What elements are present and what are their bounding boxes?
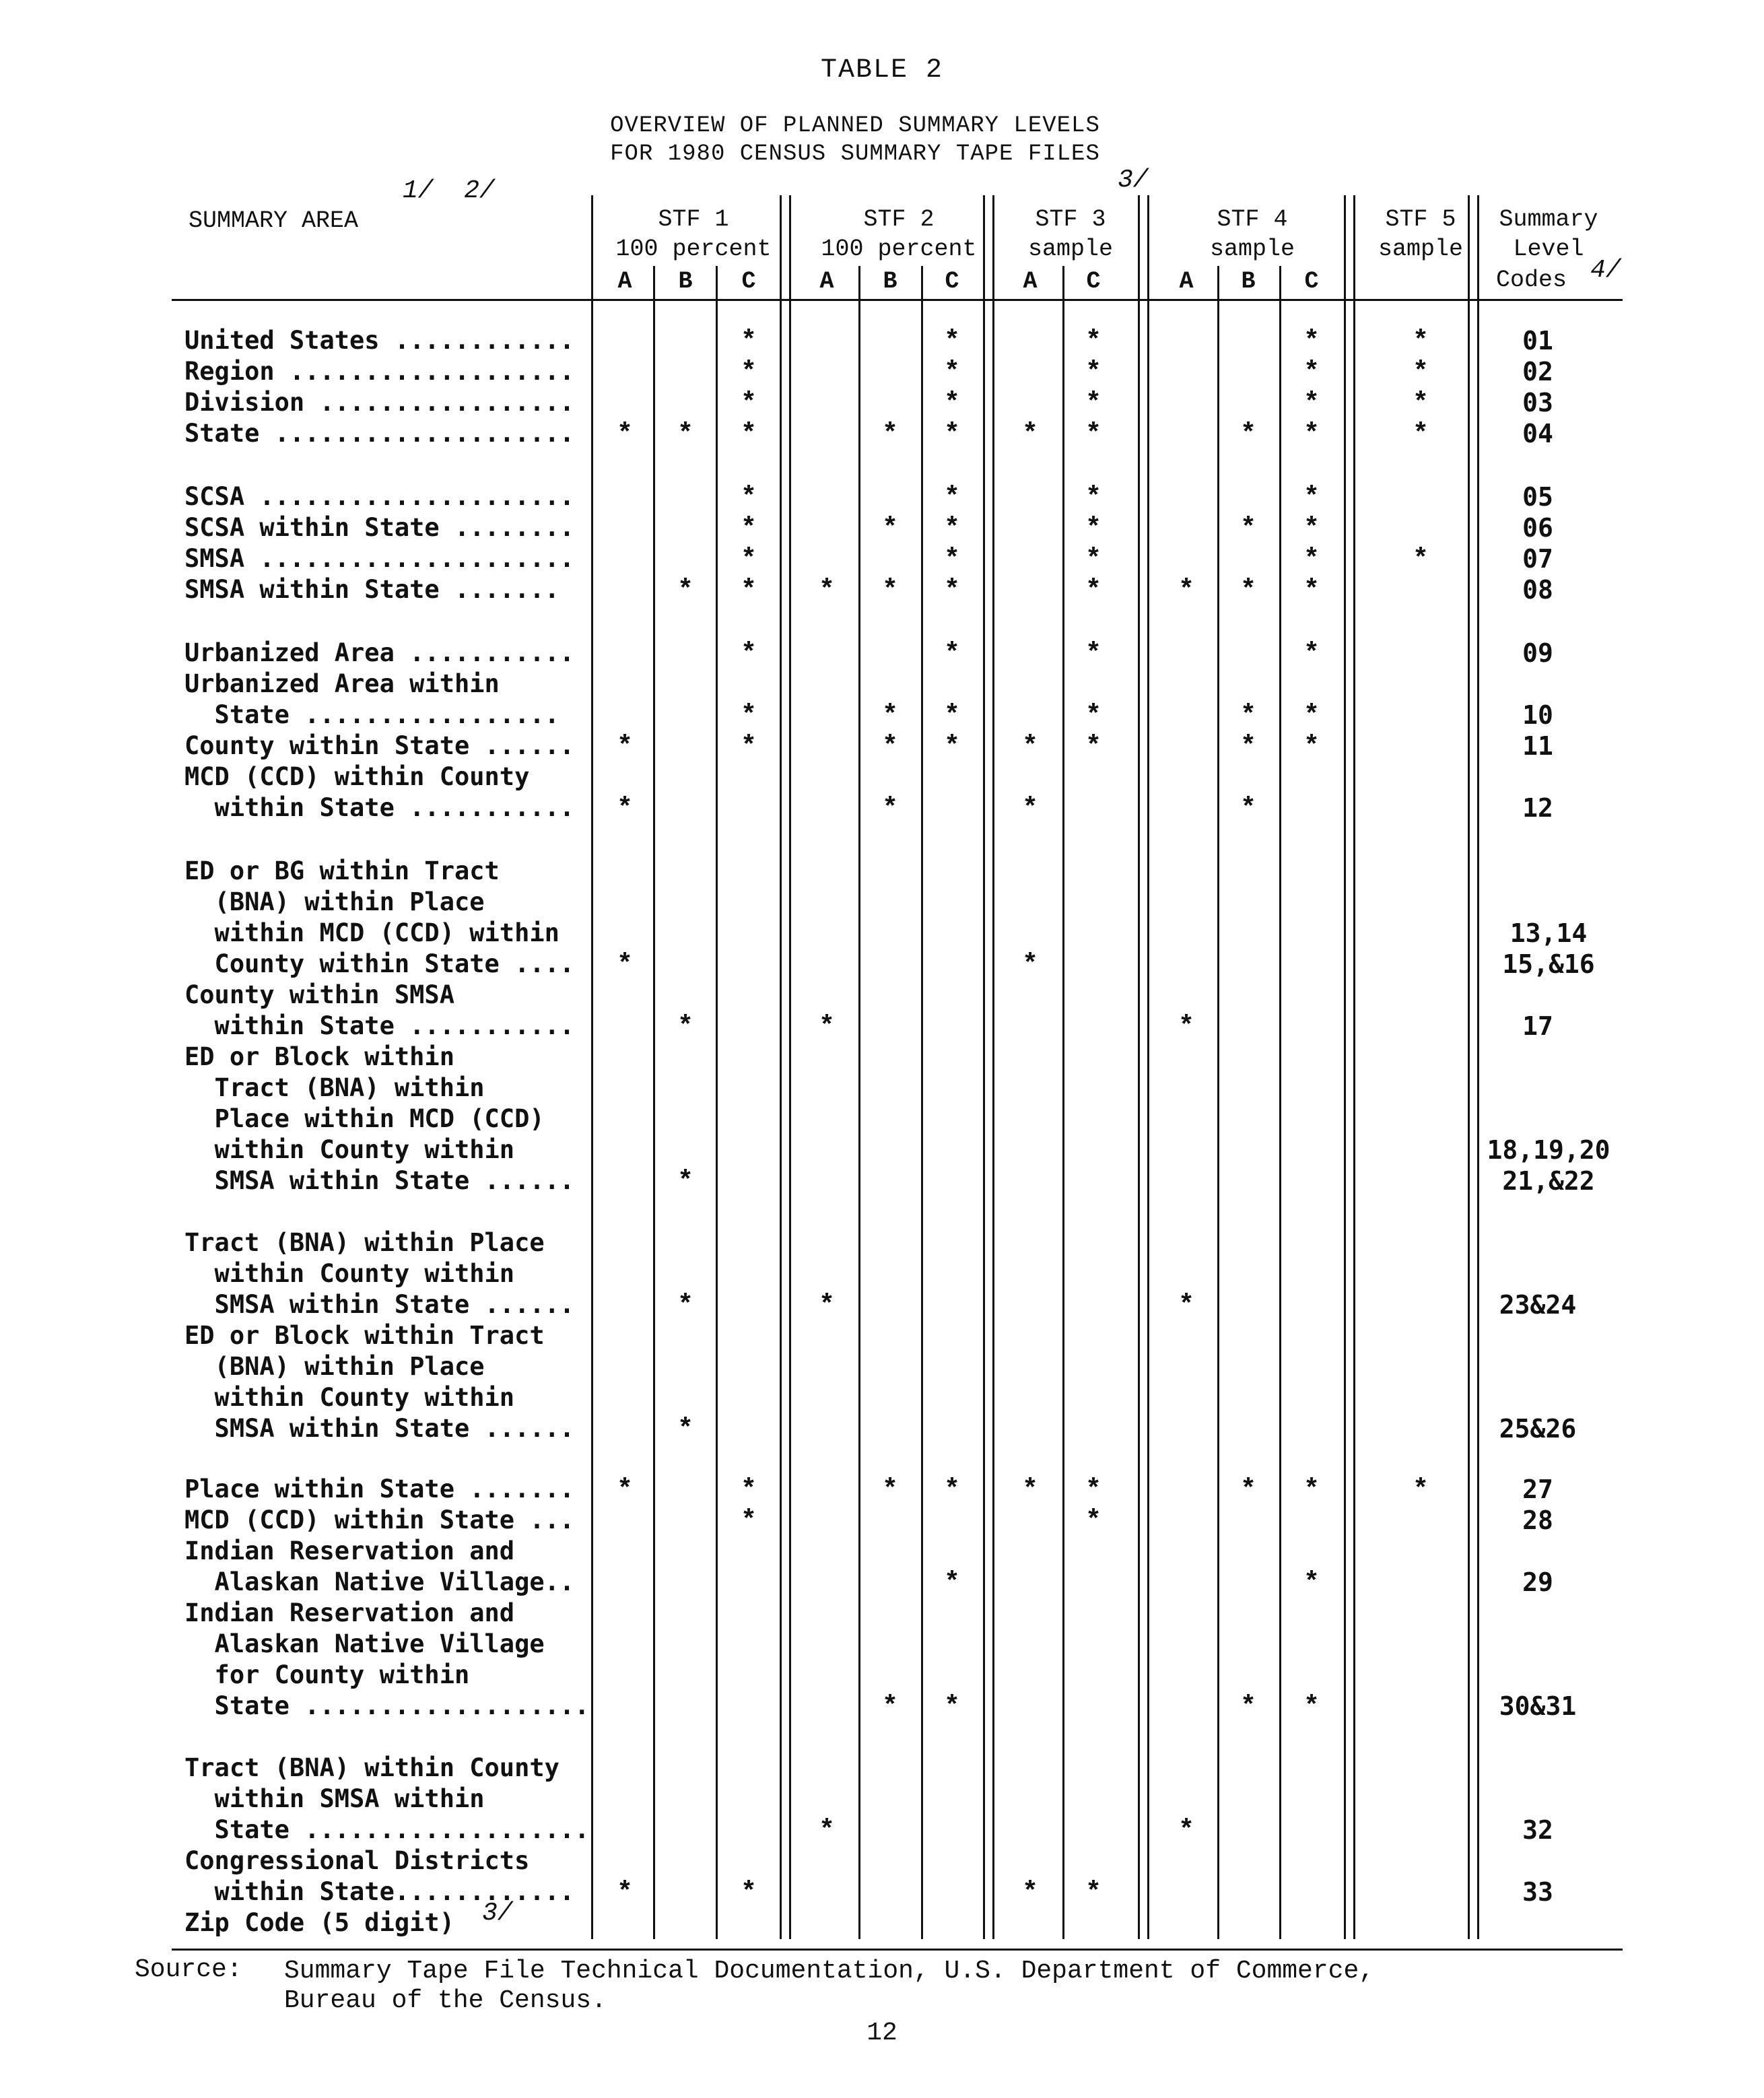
summary-level-code: 13,14 xyxy=(1509,918,1588,948)
row-label-line: County within SMSA xyxy=(184,980,454,1009)
summary-level-mark: * xyxy=(616,1475,634,1505)
row-label-line: SCSA ..................... xyxy=(184,482,575,511)
row-label-line: MCD (CCD) within State ... xyxy=(184,1505,575,1534)
summary-level-code: 12 xyxy=(1522,793,1553,823)
summary-level-mark: * xyxy=(740,576,757,606)
summary-level-mark: * xyxy=(818,1816,836,1846)
summary-level-mark: * xyxy=(740,358,757,388)
summary-level-mark: * xyxy=(740,483,757,513)
summary-level-code: 11 xyxy=(1522,731,1553,761)
row-label-line: Zip Code (5 digit) xyxy=(184,1908,454,1937)
row-label-line: Tract (BNA) within Place xyxy=(184,1228,545,1257)
summary-level-mark: * xyxy=(740,1878,757,1908)
column-divider xyxy=(780,195,782,1939)
summary-level-mark: * xyxy=(677,419,694,450)
summary-level-mark: * xyxy=(1240,419,1257,450)
stf3-name: STF 3 xyxy=(1035,206,1106,233)
stf3-footnote: 3/ xyxy=(1118,166,1149,195)
row-label-line: (BNA) within Place xyxy=(184,1352,485,1381)
column-divider xyxy=(858,266,860,1939)
summary-level-code: 07 xyxy=(1522,544,1553,574)
column-divider xyxy=(983,195,985,1939)
summary-level-mark: * xyxy=(1085,327,1102,357)
row-label-line: within State ........... xyxy=(184,793,575,822)
summary-level-mark: * xyxy=(740,388,757,419)
summary-level-mark: * xyxy=(1303,327,1320,357)
summary-level-mark: * xyxy=(1303,576,1320,606)
code-header-line-1: Summary xyxy=(1499,206,1598,233)
row-label-line: State ................. xyxy=(184,700,559,729)
summary-level-mark: * xyxy=(740,419,757,450)
row-label-line: Place within MCD (CCD) xyxy=(184,1104,545,1133)
summary-level-mark: * xyxy=(943,483,961,513)
summary-level-mark: * xyxy=(1085,576,1102,606)
summary-level-mark: * xyxy=(1303,1475,1320,1505)
summary-level-code: 08 xyxy=(1522,575,1553,605)
row-label-line: ED or Block within Tract xyxy=(184,1321,545,1350)
stf1-col-c: C xyxy=(741,268,756,295)
summary-level-mark: * xyxy=(1021,1475,1039,1505)
summary-level-mark: * xyxy=(677,1291,694,1321)
row-label-line: Region ................... xyxy=(184,357,575,386)
row-label-line: County within State .... xyxy=(184,949,575,978)
summary-level-mark: * xyxy=(1412,327,1429,357)
summary-level-mark: * xyxy=(616,419,634,450)
summary-level-code: 33 xyxy=(1522,1877,1553,1907)
summary-level-mark: * xyxy=(740,1475,757,1505)
column-divider xyxy=(1217,266,1219,1939)
column-divider xyxy=(1353,195,1355,1939)
row-label-line: Tract (BNA) within County xyxy=(184,1753,559,1782)
summary-level-mark: * xyxy=(616,1878,634,1908)
row-label-line: Place within State ....... xyxy=(184,1475,575,1503)
stf1-col-b: B xyxy=(678,268,693,295)
summary-level-mark: * xyxy=(881,794,899,824)
summary-level-mark: * xyxy=(943,1475,961,1505)
summary-level-mark: * xyxy=(1085,1878,1102,1908)
table-subtitle-line-2: FOR 1980 CENSUS SUMMARY TAPE FILES xyxy=(610,141,1100,167)
column-divider xyxy=(716,266,718,1939)
column-divider xyxy=(1468,195,1470,1939)
column-divider xyxy=(653,266,655,1939)
summary-level-mark: * xyxy=(1412,419,1429,450)
summary-level-code: 05 xyxy=(1522,482,1553,512)
column-divider xyxy=(789,195,791,1939)
summary-level-mark: * xyxy=(740,514,757,544)
row-label-line: Indian Reservation and xyxy=(184,1536,515,1565)
summary-level-mark: * xyxy=(1303,732,1320,762)
row-label-line: Urbanized Area ........... xyxy=(184,638,575,667)
row-label-line: MCD (CCD) within County xyxy=(184,762,530,791)
row-label-line: State ................... xyxy=(184,1691,590,1720)
summary-level-mark: * xyxy=(1240,514,1257,544)
row-label-line: Congressional Districts xyxy=(184,1846,530,1875)
stf4-name: STF 4 xyxy=(1217,206,1288,233)
summary-level-mark: * xyxy=(1303,419,1320,450)
stf3-col-a: A xyxy=(1023,268,1038,295)
stf4-col-b: B xyxy=(1241,268,1256,295)
summary-level-mark: * xyxy=(1085,358,1102,388)
stf5-sub: sample xyxy=(1378,236,1464,263)
summary-level-mark: * xyxy=(740,732,757,762)
summary-level-mark: * xyxy=(677,1012,694,1042)
summary-level-mark: * xyxy=(943,358,961,388)
summary-level-mark: * xyxy=(1085,545,1102,575)
row-label-line: within County within xyxy=(184,1135,515,1164)
row-label-line: Urbanized Area within xyxy=(184,669,500,698)
column-divider xyxy=(1147,195,1149,1939)
column-divider xyxy=(921,266,923,1939)
summary-level-code: 28 xyxy=(1522,1505,1553,1535)
summary-level-mark: * xyxy=(1021,1878,1039,1908)
summary-level-mark: * xyxy=(818,1291,836,1321)
summary-level-code: 02 xyxy=(1522,357,1553,386)
row-label-line: Division ................. xyxy=(184,388,575,417)
summary-level-mark: * xyxy=(740,1506,757,1536)
row-label-line: within State............ xyxy=(184,1877,575,1906)
row-label-line: within County within xyxy=(184,1383,515,1412)
stf1-sub: 100 percent xyxy=(615,236,772,263)
summary-level-mark: * xyxy=(943,419,961,450)
summary-level-mark: * xyxy=(943,388,961,419)
stf3-col-c: C xyxy=(1086,268,1101,295)
stf1-col-a: A xyxy=(617,268,632,295)
summary-level-code: 21,&22 xyxy=(1502,1166,1595,1196)
summary-level-mark: * xyxy=(1303,514,1320,544)
row-label-line: SCSA within State ........ xyxy=(184,513,575,542)
summary-level-mark: * xyxy=(1303,358,1320,388)
row-label-line: (BNA) within Place xyxy=(184,887,485,916)
column-divider xyxy=(1477,195,1479,1939)
summary-level-code: 32 xyxy=(1522,1815,1553,1845)
column-divider xyxy=(591,195,593,1939)
summary-level-mark: * xyxy=(740,327,757,357)
row-label-line: United States ............ xyxy=(184,326,575,355)
summary-level-mark: * xyxy=(1085,1475,1102,1505)
summary-level-mark: * xyxy=(1303,483,1320,513)
summary-level-mark: * xyxy=(677,1415,694,1445)
summary-level-mark: * xyxy=(616,950,634,980)
stf2-col-a: A xyxy=(819,268,834,295)
summary-level-code: 25&26 xyxy=(1499,1414,1577,1444)
row-label-line: SMSA within State ....... xyxy=(184,575,559,604)
summary-level-mark: * xyxy=(1085,483,1102,513)
summary-level-code: 06 xyxy=(1522,513,1553,543)
row-label-line: State ................... xyxy=(184,1815,590,1844)
summary-level-mark: * xyxy=(1021,419,1039,450)
stf2-col-b: B xyxy=(883,268,897,295)
table-subtitle-line-1: OVERVIEW OF PLANNED SUMMARY LEVELS xyxy=(610,113,1100,139)
summary-level-mark: * xyxy=(1412,388,1429,419)
summary-level-mark: * xyxy=(1240,1475,1257,1505)
summary-level-code: 09 xyxy=(1522,638,1553,668)
summary-level-code: 01 xyxy=(1522,326,1553,356)
summary-level-mark: * xyxy=(1085,388,1102,419)
summary-level-mark: * xyxy=(1021,732,1039,762)
summary-level-mark: * xyxy=(818,1012,836,1042)
row-label-line: for County within xyxy=(184,1660,470,1689)
bottom-rule xyxy=(172,1949,1623,1951)
summary-level-mark: * xyxy=(1178,1012,1195,1042)
row-label-line: ED or BG within Tract xyxy=(184,856,500,885)
summary-level-mark: * xyxy=(1021,950,1039,980)
summary-level-mark: * xyxy=(1240,701,1257,731)
summary-level-mark: * xyxy=(1085,732,1102,762)
summary-level-mark: * xyxy=(881,1692,899,1722)
summary-level-mark: * xyxy=(1412,545,1429,575)
summary-level-mark: * xyxy=(881,1475,899,1505)
summary-level-mark: * xyxy=(1303,701,1320,731)
summary-level-mark: * xyxy=(943,1568,961,1598)
code-footnote: 4/ xyxy=(1590,256,1621,285)
stf1-name: STF 1 xyxy=(658,206,729,233)
stf4-col-a: A xyxy=(1179,268,1194,295)
summary-level-mark: * xyxy=(1021,794,1039,824)
summary-level-mark: * xyxy=(881,514,899,544)
summary-level-code: 27 xyxy=(1522,1475,1553,1504)
summary-level-mark: * xyxy=(1412,1475,1429,1505)
row-label-line: SMSA within State ...... xyxy=(184,1166,575,1195)
summary-level-mark: * xyxy=(943,701,961,731)
summary-level-mark: * xyxy=(1085,701,1102,731)
summary-level-mark: * xyxy=(1303,388,1320,419)
row-label-line: ED or Block within xyxy=(184,1042,454,1071)
row-label-line: Alaskan Native Village xyxy=(184,1629,545,1658)
column-divider xyxy=(1062,266,1064,1939)
summary-level-mark: * xyxy=(943,732,961,762)
row-label-line: Tract (BNA) within xyxy=(184,1073,485,1102)
code-header-line-3: Codes xyxy=(1496,267,1567,294)
row-label-line: SMSA ..................... xyxy=(184,544,575,573)
row-label-line: Alaskan Native Village.. xyxy=(184,1567,575,1596)
summary-level-mark: * xyxy=(677,576,694,606)
summary-level-mark: * xyxy=(943,639,961,669)
summary-level-mark: * xyxy=(1240,732,1257,762)
row-label-line: County within State ...... xyxy=(184,731,575,760)
stf2-name: STF 2 xyxy=(863,206,935,233)
summary-level-mark: * xyxy=(943,576,961,606)
source-line-1: Summary Tape File Technical Documentation, U.S. Department of Commerce, xyxy=(284,1957,1375,1986)
summary-level-mark: * xyxy=(943,545,961,575)
summary-level-mark: * xyxy=(1178,576,1195,606)
row-label-line: within MCD (CCD) within xyxy=(184,918,559,947)
summary-level-mark: * xyxy=(1085,639,1102,669)
summary-level-mark: * xyxy=(1303,1692,1320,1722)
row-label-line: State .................... xyxy=(184,419,575,448)
summary-area-header: SUMMARY AREA xyxy=(189,207,359,234)
stf4-sub: sample xyxy=(1209,236,1295,263)
row-label-line: within State ........... xyxy=(184,1011,575,1040)
stf4-col-c: C xyxy=(1304,268,1319,295)
summary-level-code: 10 xyxy=(1522,700,1553,730)
header-rule xyxy=(172,299,1623,301)
summary-level-code: 15,&16 xyxy=(1502,949,1595,979)
source-line-2: Bureau of the Census. xyxy=(284,1986,607,2015)
summary-level-mark: * xyxy=(1303,545,1320,575)
summary-level-code: 23&24 xyxy=(1499,1290,1577,1320)
summary-level-mark: * xyxy=(1412,358,1429,388)
stf3-sub: sample xyxy=(1027,236,1114,263)
summary-level-mark: * xyxy=(740,545,757,575)
row-label-line: within County within xyxy=(184,1259,515,1288)
summary-level-mark: * xyxy=(1085,419,1102,450)
summary-level-mark: * xyxy=(881,419,899,450)
summary-level-code: 18,19,20 xyxy=(1487,1135,1610,1165)
column-divider xyxy=(1279,266,1281,1939)
summary-level-code: 03 xyxy=(1522,388,1553,417)
summary-level-mark: * xyxy=(1085,1506,1102,1536)
column-divider xyxy=(992,195,994,1939)
summary-level-mark: * xyxy=(740,701,757,731)
row-label-line: within SMSA within xyxy=(184,1784,485,1813)
summary-level-mark: * xyxy=(1303,639,1320,669)
row-label-line: SMSA within State ...... xyxy=(184,1290,575,1319)
summary-level-code: 29 xyxy=(1522,1567,1553,1597)
summary-level-mark: * xyxy=(1240,576,1257,606)
summary-level-mark: * xyxy=(943,514,961,544)
summary-level-mark: * xyxy=(1240,794,1257,824)
summary-level-mark: * xyxy=(677,1167,694,1197)
row-label-line: SMSA within State ...... xyxy=(184,1414,575,1443)
stf5-name: STF 5 xyxy=(1385,206,1456,233)
source-label: Source: xyxy=(135,1955,242,1984)
summary-level-mark: * xyxy=(881,576,899,606)
page-number: 12 xyxy=(867,2019,897,2048)
zip-code-footnote: 3/ xyxy=(482,1899,513,1928)
summary-level-mark: * xyxy=(1240,1692,1257,1722)
column-divider xyxy=(1344,195,1346,1939)
stf2-col-c: C xyxy=(945,268,959,295)
summary-level-mark: * xyxy=(881,732,899,762)
table-title: TABLE 2 xyxy=(820,55,944,86)
summary-level-mark: * xyxy=(616,794,634,824)
summary-area-footnotes: 1/ 2/ xyxy=(403,176,495,205)
stf2-sub: 100 percent xyxy=(821,236,977,263)
summary-level-code: 04 xyxy=(1522,419,1553,448)
summary-level-mark: * xyxy=(818,576,836,606)
summary-level-mark: * xyxy=(1178,1291,1195,1321)
summary-level-mark: * xyxy=(943,1692,961,1722)
row-label-line: Indian Reservation and xyxy=(184,1598,515,1627)
summary-level-mark: * xyxy=(740,639,757,669)
code-header-line-2: Level xyxy=(1513,236,1584,263)
summary-level-code: 30&31 xyxy=(1499,1691,1577,1721)
summary-level-mark: * xyxy=(1085,514,1102,544)
summary-level-mark: * xyxy=(943,327,961,357)
summary-level-mark: * xyxy=(1303,1568,1320,1598)
summary-level-mark: * xyxy=(1178,1816,1195,1846)
summary-level-mark: * xyxy=(881,701,899,731)
summary-level-code: 17 xyxy=(1522,1011,1553,1041)
column-divider xyxy=(1138,195,1140,1939)
summary-level-mark: * xyxy=(616,732,634,762)
